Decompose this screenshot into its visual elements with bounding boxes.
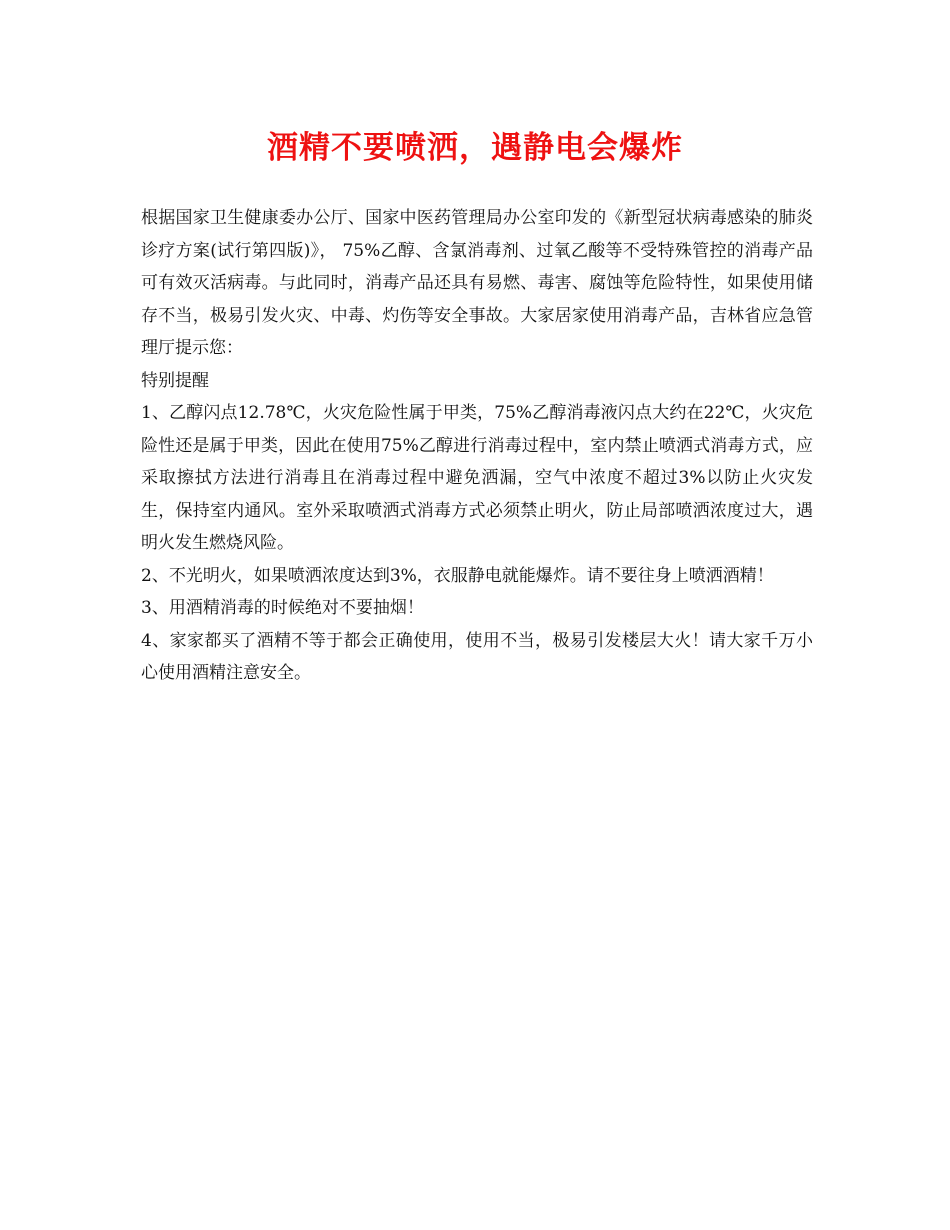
document-title: 酒精不要喷洒，遇静电会爆炸 [267, 130, 683, 166]
document-body [141, 202, 813, 690]
section-heading: 特别提醒 [141, 370, 209, 391]
intro-paragraph: 根据国家卫生健康委办公厅、国家中医药管理局办公室印发的《新型冠状病毒感染的肺炎诊疗方案(试行第四版)》， 75%乙醇、含氯消毒剂、过氧乙酸等不受特殊管控的消毒产品可有效灭活病毒。与此同时，消毒产品还具有易燃、毒害、腐蚀等危险特性，如果使用储存不当，极易引发火灾、中毒、灼伤等安全事故。大家居家使用消毒产品，吉林省应急管理厅提示您： [141, 208, 813, 358]
reminder-item-4: 4、家家都买了酒精不等于都会正确使用，使用不当，极易引发楼层大火！请大家千万小心使用酒精注意安全。 [141, 630, 813, 683]
reminder-item-3: 3、用酒精消毒的时候绝对不要抽烟！ [141, 598, 424, 618]
reminder-item-1: 1、乙醇闪点12.78℃，火灾危险性属于甲类，75%乙醇消毒液闪点大约在22℃，火灾危险性还是属于甲类，因此在使用75%乙醇进行消毒过程中，室内禁止喷洒式消毒方式，应采取擦拭方法进行消毒且在消毒过程中避免洒漏，空气中浓度不超过3%以防止火灾发生，保持室内通风。室外采取喷洒式消毒方式必须禁止明火，防止局部喷洒浓度过大，遇明火发生燃烧风险。 [141, 403, 813, 553]
reminder-item-2: 2、不光明火，如果喷洒浓度达到3%，衣服静电就能爆炸。请不要往身上喷洒酒精！ [141, 565, 774, 586]
